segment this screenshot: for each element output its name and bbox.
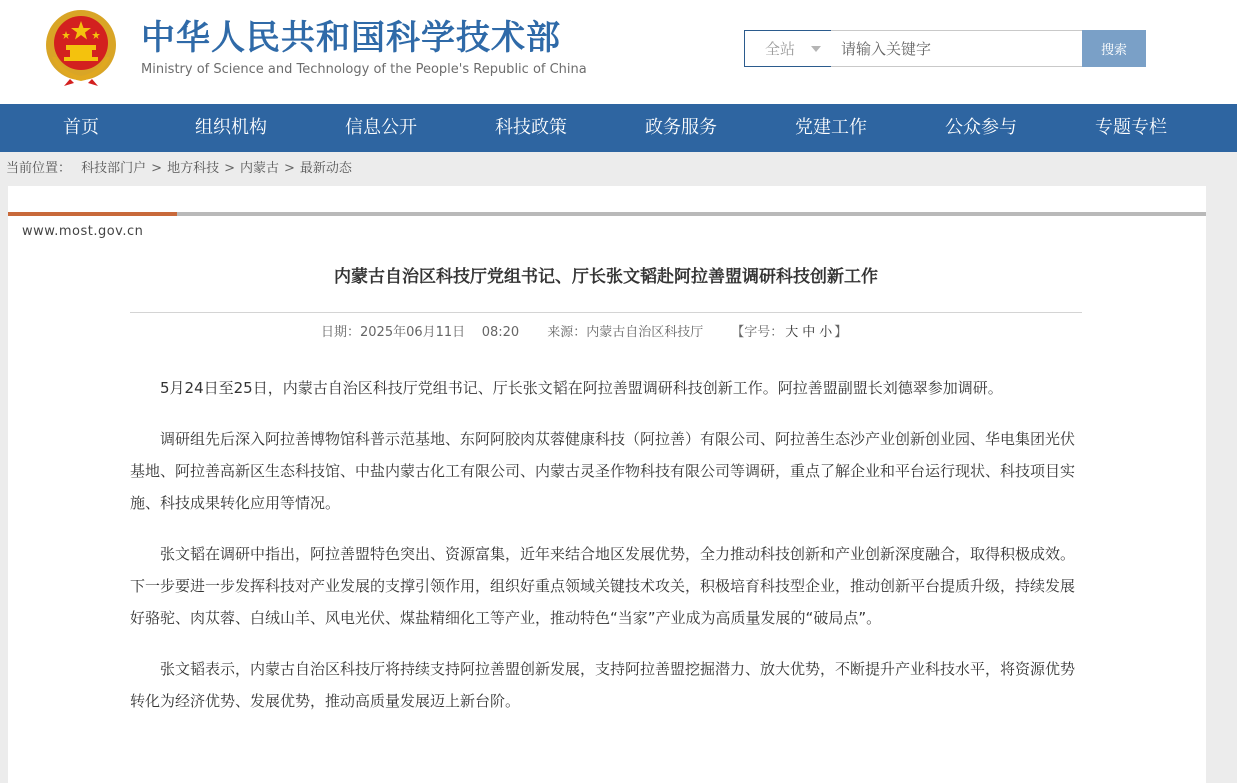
breadcrumb (6, 160, 352, 178)
chevron-down-icon (811, 46, 821, 52)
article-panel (8, 186, 1206, 783)
article-paragraph: 张文韬在调研中指出，阿拉善盟特色突出、资源富集，近年来结合地区发展优势，全力推动科技创新和产业创新深度融合，取得积极成效。下一步要进一步发挥科技对产业发展的支撑引领作用，组织好重点领域关键技术攻关，积极培育科技型企业，推动创新平台提质升级，持续发展好骆驼、肉苁蓉、白绒山羊、风电光伏、煤盐精细化工等产业，推动特色“当家”产业成为高质量发展的“破局点”。 (130, 545, 1076, 627)
national-emblem-icon[interactable] (42, 7, 120, 87)
divider (8, 212, 1206, 216)
divider (130, 312, 1082, 313)
article-paragraph: 张文韬表示，内蒙古自治区科技厅将持续支持阿拉善盟创新发展，支持阿拉善盟挖掘潜力、放大优势，不断提升产业科技水平，将资源优势转化为经济优势、发展优势，推动高质量发展迈上新台阶。 (130, 660, 1076, 710)
breadcrumb-prefix: 当前位置： (6, 161, 72, 176)
article-time: 08:20 (481, 325, 520, 340)
article-meta (321, 324, 847, 342)
site-title-cn[interactable]: 中华人民共和国科学技术部 (141, 18, 561, 58)
breadcrumb-separator: > (151, 161, 163, 176)
nav-item-information[interactable]: 信息公开 (345, 117, 417, 138)
article-paragraph: 调研组先后深入阿拉善博物馆科普示范基地、东阿阿胶肉苁蓉健康科技（阿拉善）有限公司、阿拉善生态沙产业创新创业园、华电集团光伏基地、阿拉善高新区生态科技馆、中盐内蒙古化工有限公司、内蒙古灵圣作物科技有限公司等调研，重点了解企业和平台运行现状、科技项目实施、科技成果转化应用等情况。 (130, 430, 1076, 512)
nav-item-organization[interactable]: 组织机构 (195, 117, 267, 138)
font-size-medium-button[interactable]: 中 (802, 325, 816, 340)
search-scope-label: 全站 (765, 40, 796, 58)
nav-item-policy[interactable]: 科技政策 (495, 117, 567, 138)
nav-item-party-building[interactable]: 党建工作 (795, 117, 867, 138)
search-input[interactable] (831, 30, 1083, 67)
font-size-end: 】 (834, 325, 848, 340)
source-label: 来源： (547, 325, 587, 340)
font-size-label: 【字号： (731, 325, 784, 340)
site-domain: www.most.gov.cn (22, 224, 144, 239)
breadcrumb-item[interactable]: 最新动态 (299, 161, 352, 176)
breadcrumb-item[interactable]: 科技部门户 (81, 161, 147, 176)
nav-item-topics[interactable]: 专题专栏 (1095, 117, 1167, 138)
breadcrumb-separator: > (224, 161, 235, 176)
date-label: 日期： (321, 325, 361, 340)
nav-item-home[interactable]: 首页 (63, 117, 99, 138)
breadcrumb-item[interactable]: 内蒙古 (240, 161, 280, 176)
site-title-en: Ministry of Science and Technology of the People's Republic of China (141, 62, 587, 77)
search-scope-select[interactable] (744, 30, 832, 67)
breadcrumb-item[interactable]: 地方科技 (167, 161, 220, 176)
search-button[interactable]: 搜索 (1082, 30, 1146, 67)
divider-accent (8, 212, 177, 216)
font-size-large-button[interactable]: 大 (785, 325, 799, 340)
article-title: 内蒙古自治区科技厅党组书记、厅长张文韬赴阿拉善盟调研科技创新工作 (334, 267, 878, 287)
article-paragraph: 5月24日至25日，内蒙古自治区科技厅党组书记、厅长张文韬在阿拉善盟调研科技创新工作。阿拉善盟副盟长刘德翠参加调研。 (160, 379, 1003, 397)
main-nav (0, 104, 1237, 152)
article-source: 内蒙古自治区科技厅 (586, 325, 704, 340)
font-size-small-button[interactable]: 小 (819, 325, 833, 340)
article-body (130, 372, 1082, 736)
nav-item-services[interactable]: 政务服务 (645, 117, 717, 138)
nav-item-public[interactable]: 公众参与 (945, 117, 1017, 138)
article-date: 2025年06月11日 (360, 325, 466, 340)
breadcrumb-separator: > (284, 161, 295, 176)
site-header (0, 0, 1237, 104)
